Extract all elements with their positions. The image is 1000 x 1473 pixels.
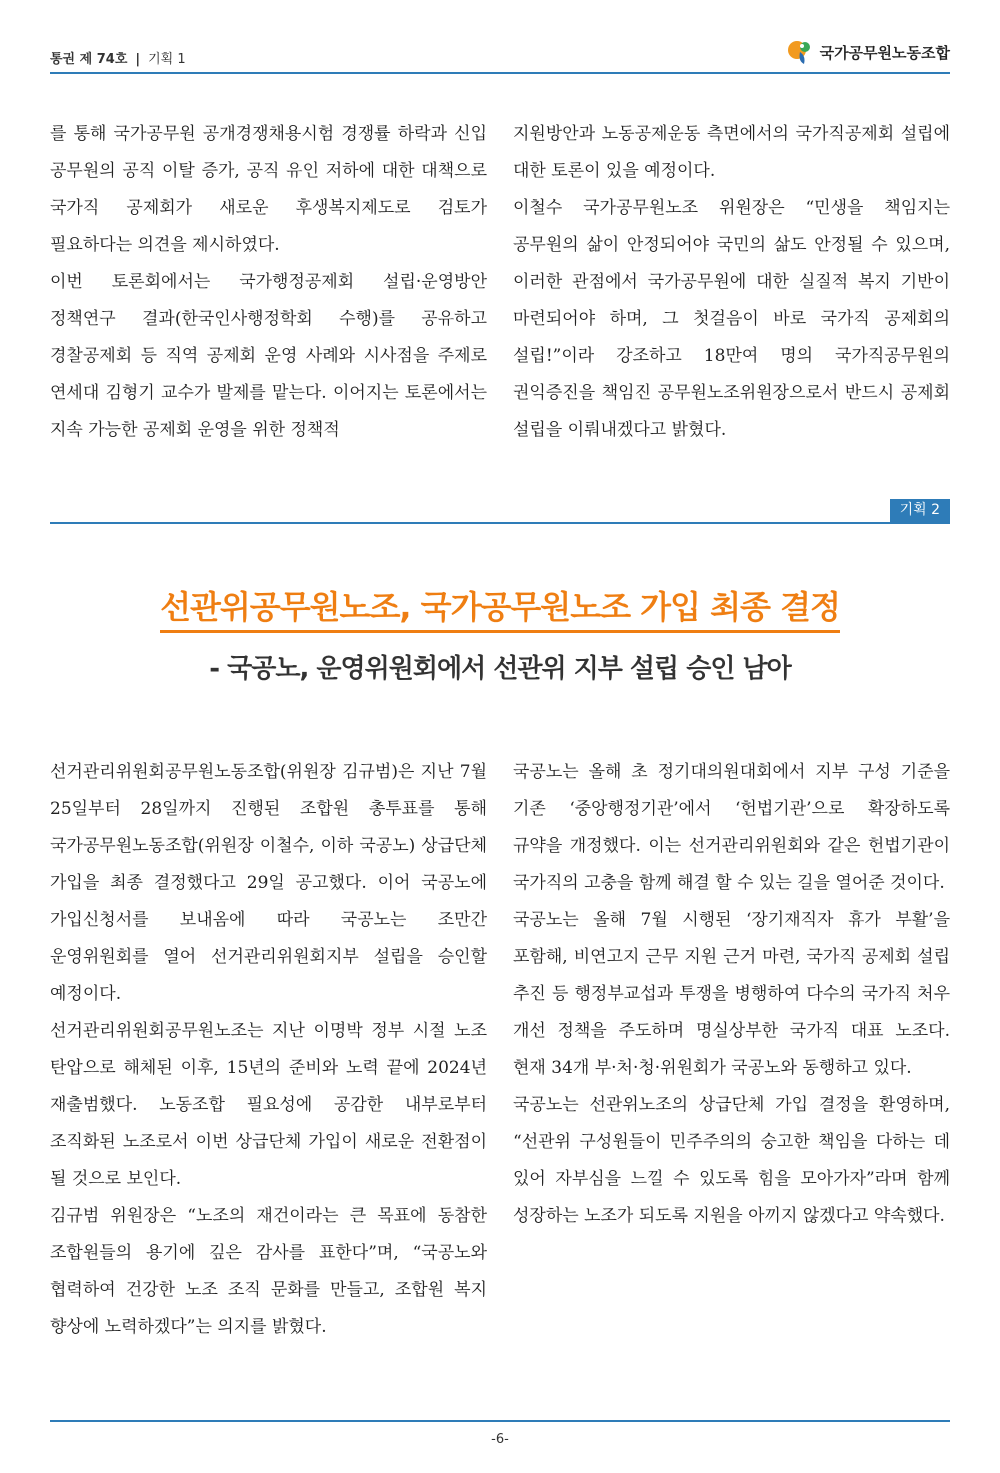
article1-column-right: [513, 116, 950, 449]
section-label: 기획 1: [148, 52, 186, 67]
paragraph: 지원방안과 노동공제운동 측면에서의 국가직공제회 설립에 대한 토론이 있을 예정이다.: [513, 124, 950, 181]
article-title: [0, 582, 1000, 628]
paragraph: 국공노는 올해 7월 시행된 ‘장기재직자 휴가 부활’을 포함해, 비연고지 근무 지원 근거 마련, 국가직 공제회 설립 추진 등 행정부교섭과 투쟁을 병행하여 다수의 국가직 처우 개선 정책을 주도하며 명실상부한 국가직 대표 노조다. 현재 34개 부·처·청·위원회가 국공노와 동행하고 있다.: [513, 910, 950, 1078]
section-tag: 기획 2: [890, 499, 950, 522]
paragraph: 국공노는 올해 초 정기대의원대회에서 지부 구성 기준을 기존 ‘중앙행정기관’에서 ‘헌법기관’으로 확장하도록 규약을 개정했다. 이는 선거관리위원회와 같은 헌법기관이 국가직의 고충을 함께 해결 할 수 있는 길을 열어준 것이다.: [513, 762, 950, 893]
paragraph: 선거관리위원회공무원노동조합(위원장 김규범)은 지난 7월 25일부터 28일까지 진행된 조합원 총투표를 통해 국가공무원노동조합(위원장 이철수, 이하 국공노) 상급단체 가입을 최종 결정했다고 29일 공고했다. 이어 국공노에 가입신청서를 보내옴에 따라 국공노는 조만간 운영위원회를 열어 선거관리위원회지부 설립을 승인할 예정이다.: [50, 762, 487, 1004]
article-title-text: 선관위공무원노조, 국가공무원노조 가입 최종 결정: [160, 588, 840, 633]
paragraph: 선거관리위원회공무원노조는 지난 이명박 정부 시절 노조 탄압으로 해체된 이후, 15년의 준비와 노력 끝에 2024년 재출범했다. 노동조합 필요성에 공감한 내부로부터 조직화된 노조로서 이번 상급단체 가입이 새로운 전환점이 될 것으로 보인다.: [50, 1021, 487, 1189]
article2-column-right: [513, 754, 950, 1235]
issue-number: 통권 제 74호: [50, 52, 128, 67]
paragraph: 이철수 국가공무원노조 위원장은 “민생을 책임지는 공무원의 삶이 안정되어야 국민의 삶도 안정될 수 있으며, 이러한 관점에서 국가공무원에 대한 실질적 복지 기반이 마련되어야 하며, 그 첫걸음이 바로 국가직 공제회의 설립!”이라 강조하고 18만여 명의 국가직공무원의 권익증진을 책임진 공무원노조위원장으로서 반드시 공제회 설립을 이뤄내겠다고 밝혔다.: [513, 198, 950, 440]
union-logo-icon: [786, 38, 816, 66]
org-name: 국가공무원노동조합: [819, 43, 950, 62]
org-logo: [786, 38, 950, 66]
running-header: [50, 48, 186, 67]
paragraph: 국공노는 선관위노조의 상급단체 가입 결정을 환영하며, “선관위 구성원들이 민주주의의 숭고한 책임을 다하는 데 있어 자부심을 느낄 수 있도록 힘을 모아가자”라며 함께 성장하는 노조가 되도록 지원을 아끼지 않겠다고 약속했다.: [513, 1095, 950, 1226]
header-separator: |: [135, 52, 141, 67]
article-subtitle: - 국공노, 운영위원회에서 선관위 지부 설립 승인 남아: [209, 654, 791, 684]
article1-column-left: [50, 116, 487, 449]
header-rule: [50, 72, 950, 74]
article2-column-left: [50, 754, 487, 1346]
footer-rule: [50, 1420, 950, 1422]
paragraph: 이번 토론회에서는 국가행정공제회 설립·운영방안 정책연구 결과(한국인사행정학회 수행)를 공유하고 경찰공제회 등 직역 공제회 운영 사례와 시사점을 주제로 연세대 김형기 교수가 발제를 맡는다. 이어지는 토론에서는 지속 가능한 공제회 운영을 위한 정책적: [50, 272, 487, 440]
section-rule: [50, 522, 950, 524]
paragraph: 김규범 위원장은 “노조의 재건이라는 큰 목표에 동참한 조합원들의 용기에 깊은 감사를 표한다”며, “국공노와 협력하여 건강한 노조 조직 문화를 만들고, 조합원 복지 향상에 노력하겠다”는 의지를 밝혔다.: [50, 1206, 487, 1337]
paragraph: 를 통해 국가공무원 공개경쟁채용시험 경쟁률 하락과 신입 공무원의 공직 이탈 증가, 공직 유인 저하에 대한 대책으로 국가직 공제회가 새로운 후생복지제도로 검토가 필요하다는 의견을 제시하였다.: [50, 124, 487, 255]
page-number: -6-: [491, 1432, 509, 1447]
